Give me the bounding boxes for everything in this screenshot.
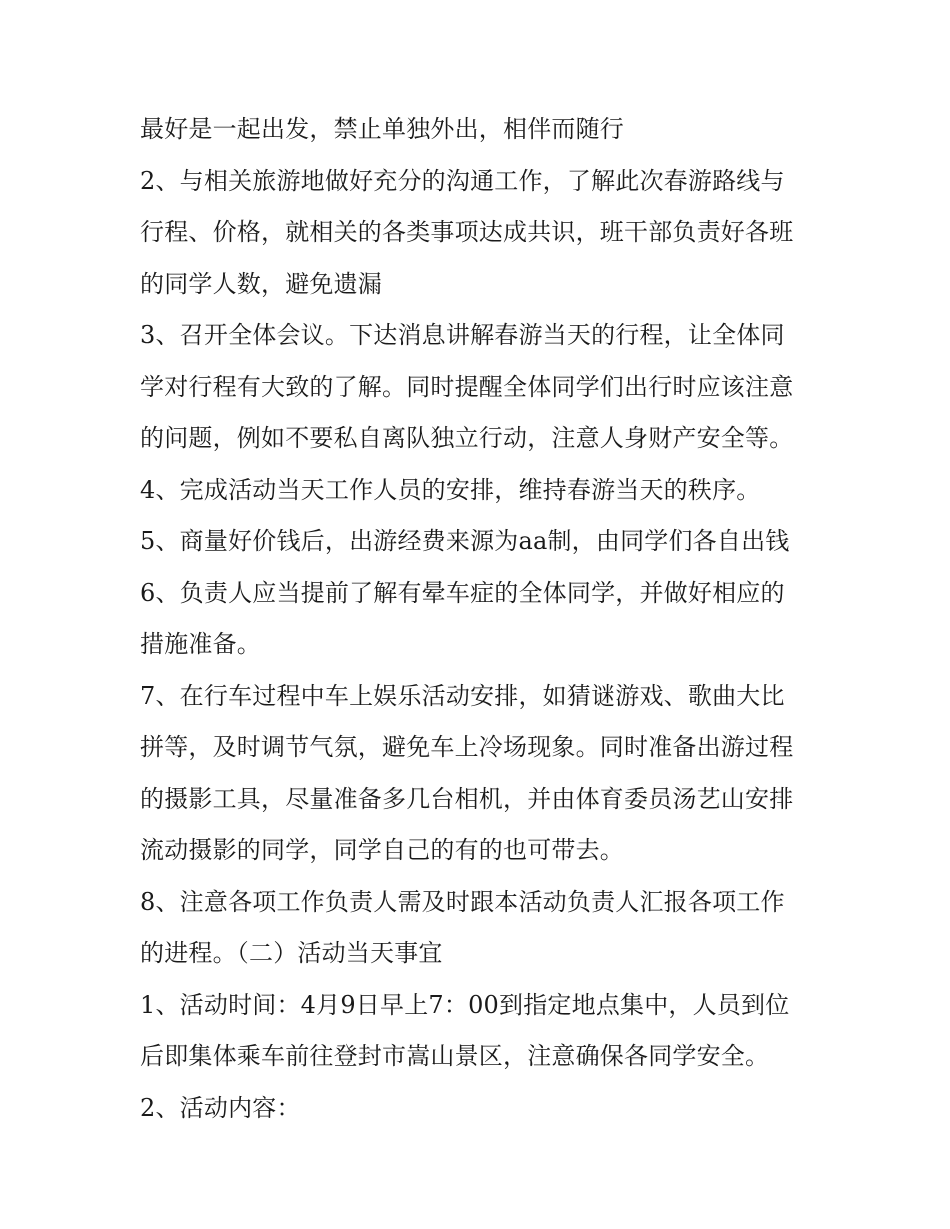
text-line: 最好是一起出发，禁止单独外出，相伴而随行	[140, 115, 624, 143]
text-line: 2、与相关旅游地做好充分的沟通工作，了解此次春游路线与	[140, 166, 785, 195]
text-line: 3、召开全体会议。下达消息讲解春游当天的行程，让全体同	[140, 321, 785, 349]
text-line: 2、活动内容：	[140, 1093, 301, 1122]
text-line: 拼等，及时调节气氛，避免车上冷场现象。同时准备出游过程	[140, 733, 794, 761]
text-line: 7、在行车过程中车上娱乐活动安排，如猜谜游戏、歌曲大比	[140, 681, 785, 710]
text-line: 的问题，例如不要私自离队独立行动，注意人身财产安全等。	[140, 424, 794, 452]
text-line: 措施准备。	[140, 630, 261, 658]
text-line: 8、注意各项工作负责人需及时跟本活动负责人汇报各项工作	[140, 887, 785, 916]
text-line: 行程、价格，就相关的各类事项达成共识，班干部负责好各班	[140, 218, 794, 246]
text-line: 1、活动时间：4月9日早上7：00到指定地点集中，人员到位	[140, 990, 790, 1019]
text-line: 流动摄影的同学，同学自己的有的也可带去。	[140, 836, 624, 864]
document-body	[140, 104, 820, 1134]
text-line: 5、商量好价钱后，出游经费来源为aa制，由同学们各自出钱	[140, 527, 790, 555]
text-line: 6、负责人应当提前了解有晕车症的全体同学，并做好相应的	[140, 578, 785, 607]
text-line: 的进程。（二）活动当天事宜	[140, 939, 443, 967]
text-line: 4、完成活动当天工作人员的安排，维持春游当天的秩序。	[140, 475, 761, 504]
text-line: 的同学人数，避免遗漏	[140, 269, 382, 298]
text-line: 的摄影工具，尽量准备多几台相机，并由体育委员汤艺山安排	[140, 784, 794, 813]
text-line: 后即集体乘车前往登封市嵩山景区，注意确保各同学安全。	[140, 1042, 770, 1070]
text-line: 学对行程有大致的了解。同时提醒全体同学们出行时应该注意	[140, 372, 794, 401]
